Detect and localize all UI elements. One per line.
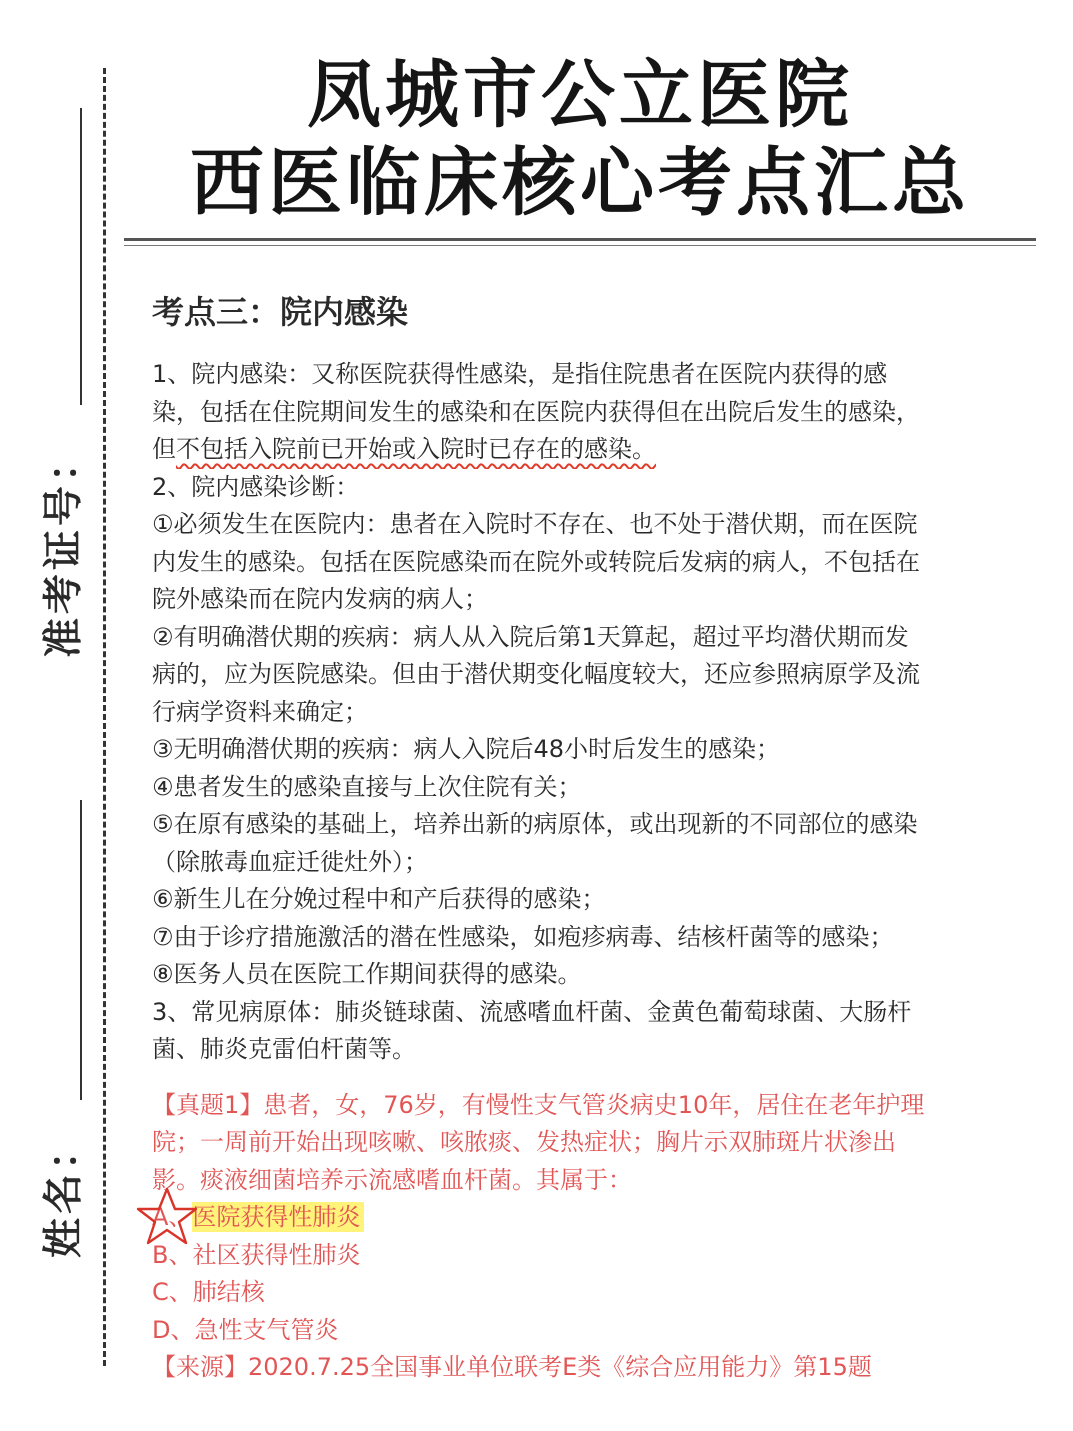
para1-line: 染，包括在住院期间发生的感染和在医院内获得但在出院后发生的感染， xyxy=(152,397,920,426)
page-title-line1: 凤城市公立医院 xyxy=(307,52,853,138)
name-label: 姓名： xyxy=(40,1126,87,1258)
criterion-8: ⑧医务人员在医院工作期间获得的感染。 xyxy=(152,960,582,988)
name-fill-line xyxy=(80,800,82,1100)
para2-heading: 2、院内感染诊断： xyxy=(152,472,360,501)
criterion-1-line: 院外感染而在院内发病的病人； xyxy=(152,585,488,613)
question-line: 院；一周前开始出现咳嗽、咳脓痰、发热症状；胸片示双肺斑片状渗出 xyxy=(152,1128,896,1156)
exam-id-label: 准考证号： xyxy=(40,438,87,658)
criterion-5-line: （除脓毒血症迁徙灶外）； xyxy=(152,847,428,876)
binding-dashed-line xyxy=(103,68,106,1366)
criterion-5-line: ⑤在原有感染的基础上，培养出新的病原体，或出现新的不同部位的感染 xyxy=(152,810,918,838)
criterion-1-line: 内发生的感染。包括在医院感染而在院外或转院后发病的病人，不包括在 xyxy=(152,547,920,576)
exam-id-fill-line xyxy=(80,108,82,405)
para1-line: 1、院内感染：又称医院获得性感染，是指住院患者在医院内获得的感 xyxy=(152,360,888,388)
para1-prefix: 但 xyxy=(152,435,176,463)
section-title: 考点三：院内感染 xyxy=(152,293,409,331)
criterion-2-line: 病的，应为医院感染。但由于潜伏期变化幅度较大，还应参照病原学及流 xyxy=(152,660,920,688)
header-divider-thick xyxy=(124,238,1036,241)
option-a xyxy=(152,1199,1018,1237)
option-a-marked xyxy=(152,1199,364,1237)
criterion-2-line: ②有明确潜伏期的疾病：病人从入院后第1天算起，超过平均潜伏期而发 xyxy=(152,622,909,651)
criterion-6: ⑥新生儿在分娩过程中和产后获得的感染； xyxy=(152,885,606,913)
criterion-4: ④患者发生的感染直接与上次住院有关； xyxy=(152,772,582,801)
criterion-3: ③无明确潜伏期的疾病：病人入院后48小时后发生的感染； xyxy=(152,735,781,763)
criterion-7: ⑦由于诊疗措施激活的潜在性感染，如疱疹病毒、结核杆菌等的感染； xyxy=(152,922,894,951)
criterion-2-line: 行病学资料来确定； xyxy=(152,697,368,726)
option-a-letter: A、 xyxy=(152,1203,193,1231)
para1-line xyxy=(152,431,1018,469)
content-body xyxy=(152,356,1018,1387)
page-title-line2: 西医临床核心考点汇总 xyxy=(190,140,970,226)
para3-line: 菌、肺炎克雷伯杆菌等。 xyxy=(152,1035,416,1063)
criterion-1-line: ①必须发生在医院内：患者在入院时不存在、也不处于潜伏期，而在医院 xyxy=(152,510,918,538)
question-line: 【真题1】患者，女，76岁，有慢性支气管炎病史10年，居住在老年护理 xyxy=(152,1090,925,1119)
header-divider-thin xyxy=(124,245,1036,246)
question-line: 影。痰液细菌培养示流感嗜血杆菌。其属于： xyxy=(152,1165,632,1194)
option-b: B、社区获得性肺炎 xyxy=(152,1240,361,1269)
option-c: C、肺结核 xyxy=(152,1278,265,1306)
option-a-text: 医院获得性肺炎 xyxy=(192,1202,364,1232)
option-d: D、急性支气管炎 xyxy=(152,1315,339,1344)
question-source: 【来源】2020.7.25全国事业单位联考E类《综合应用能力》第15题 xyxy=(152,1353,872,1381)
para3-line: 3、常见病原体：肺炎链球菌、流感嗜血杆菌、金黄色葡萄球菌、大肠杆 xyxy=(152,997,912,1026)
para1-underlined-text: 不包括入院前已开始或入院时已存在的感染。 xyxy=(176,435,656,463)
